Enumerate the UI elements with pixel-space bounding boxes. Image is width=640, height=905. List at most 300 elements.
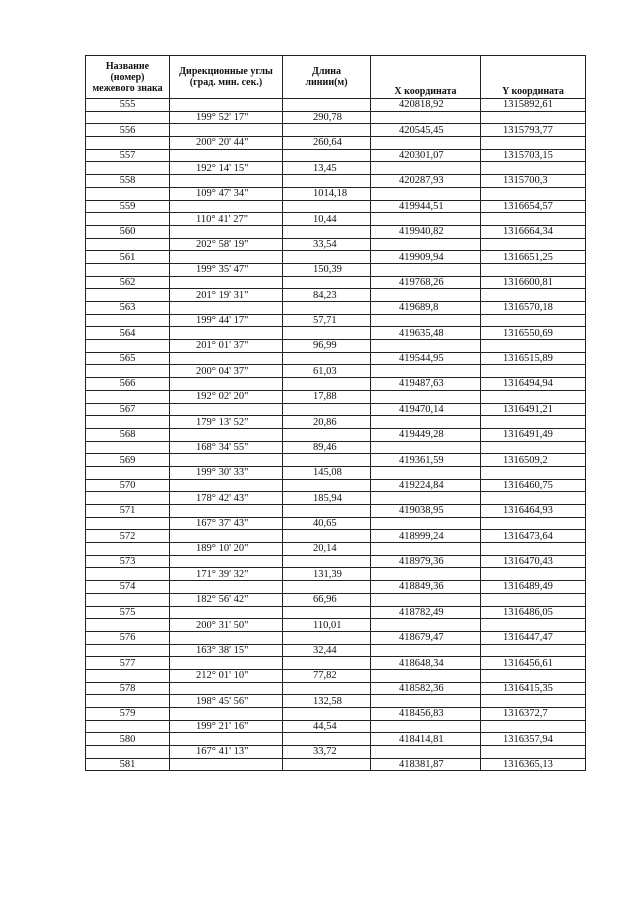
line-length: 89,46 [283, 441, 371, 454]
empty-cell [86, 314, 170, 327]
empty-cell [283, 479, 371, 492]
empty-cell [371, 314, 481, 327]
empty-cell [283, 200, 371, 213]
x-coordinate: 420287,93 [371, 175, 481, 188]
point-row [86, 225, 586, 238]
empty-cell [170, 149, 283, 162]
empty-cell [371, 340, 481, 353]
direction-angle: 178° 42' 43" [170, 492, 283, 505]
line-length: 145,08 [283, 466, 371, 479]
empty-cell [170, 631, 283, 644]
empty-cell [86, 568, 170, 581]
empty-cell [170, 505, 283, 518]
segment-row [86, 492, 586, 505]
empty-cell [371, 746, 481, 759]
empty-cell [86, 644, 170, 657]
y-coordinate: 1316494,94 [481, 378, 586, 391]
y-coordinate: 1315703,15 [481, 149, 586, 162]
y-coordinate: 1316372,7 [481, 708, 586, 721]
x-coordinate: 419449,28 [371, 428, 481, 441]
segment-row [86, 390, 586, 403]
y-coordinate: 1316473,64 [481, 530, 586, 543]
empty-cell [481, 187, 586, 200]
line-length: 290,78 [283, 111, 371, 124]
x-coordinate: 419635,48 [371, 327, 481, 340]
y-coordinate: 1315700,3 [481, 175, 586, 188]
empty-cell [86, 492, 170, 505]
x-coordinate: 420301,07 [371, 149, 481, 162]
x-coordinate: 418849,36 [371, 581, 481, 594]
y-coordinate: 1316486,05 [481, 606, 586, 619]
direction-angle: 179° 13' 52" [170, 416, 283, 429]
empty-cell [170, 657, 283, 670]
empty-cell [170, 302, 283, 315]
point-mark-name: 577 [86, 657, 170, 670]
empty-cell [86, 695, 170, 708]
empty-cell [283, 505, 371, 518]
direction-angle: 198° 45' 56" [170, 695, 283, 708]
empty-cell [481, 390, 586, 403]
empty-cell [86, 111, 170, 124]
empty-cell [481, 340, 586, 353]
table-body [86, 99, 586, 771]
line-length: 260,64 [283, 137, 371, 150]
empty-cell [170, 352, 283, 365]
empty-cell [481, 517, 586, 530]
empty-cell [371, 695, 481, 708]
line-length: 57,71 [283, 314, 371, 327]
empty-cell [170, 606, 283, 619]
line-length: 77,82 [283, 669, 371, 682]
y-coordinate: 1316456,61 [481, 657, 586, 670]
empty-cell [170, 327, 283, 340]
segment-row [86, 517, 586, 530]
point-mark-name: 562 [86, 276, 170, 289]
point-mark-name: 557 [86, 149, 170, 162]
direction-angle: 182° 56' 42" [170, 593, 283, 606]
empty-cell [283, 378, 371, 391]
header-x-coordinate: X координата [371, 56, 481, 99]
x-coordinate: 419909,94 [371, 251, 481, 264]
empty-cell [371, 162, 481, 175]
x-coordinate: 420818,92 [371, 99, 481, 112]
empty-cell [371, 466, 481, 479]
point-mark-name: 555 [86, 99, 170, 112]
y-coordinate: 1316491,49 [481, 428, 586, 441]
segment-row [86, 466, 586, 479]
direction-angle: 200° 04' 37" [170, 365, 283, 378]
empty-cell [481, 162, 586, 175]
empty-cell [86, 466, 170, 479]
point-mark-name: 560 [86, 225, 170, 238]
empty-cell [86, 137, 170, 150]
point-mark-name: 558 [86, 175, 170, 188]
point-mark-name: 567 [86, 403, 170, 416]
x-coordinate: 419361,59 [371, 454, 481, 467]
segment-row [86, 568, 586, 581]
line-length: 44,54 [283, 720, 371, 733]
point-row [86, 479, 586, 492]
point-mark-name: 579 [86, 708, 170, 721]
empty-cell [170, 200, 283, 213]
y-coordinate: 1316489,49 [481, 581, 586, 594]
empty-cell [170, 454, 283, 467]
line-length: 20,86 [283, 416, 371, 429]
line-length: 32,44 [283, 644, 371, 657]
segment-row [86, 365, 586, 378]
empty-cell [371, 111, 481, 124]
empty-cell [371, 568, 481, 581]
empty-cell [371, 492, 481, 505]
x-coordinate: 419544,95 [371, 352, 481, 365]
y-coordinate: 1316357,94 [481, 733, 586, 746]
direction-angle: 199° 35' 47" [170, 263, 283, 276]
empty-cell [170, 682, 283, 695]
y-coordinate: 1316664,34 [481, 225, 586, 238]
line-length: 20,14 [283, 543, 371, 556]
header-y-coordinate: Y координата [481, 56, 586, 99]
point-row [86, 505, 586, 518]
point-mark-name: 561 [86, 251, 170, 264]
line-length: 61,03 [283, 365, 371, 378]
x-coordinate: 418414,81 [371, 733, 481, 746]
point-row [86, 378, 586, 391]
empty-cell [86, 213, 170, 226]
point-row [86, 530, 586, 543]
line-length: 131,39 [283, 568, 371, 581]
direction-angle: 199° 21' 16" [170, 720, 283, 733]
segment-row [86, 314, 586, 327]
empty-cell [481, 720, 586, 733]
point-mark-name: 581 [86, 758, 170, 771]
empty-cell [170, 530, 283, 543]
empty-cell [371, 543, 481, 556]
line-length: 185,94 [283, 492, 371, 505]
empty-cell [86, 517, 170, 530]
empty-cell [283, 606, 371, 619]
point-mark-name: 571 [86, 505, 170, 518]
empty-cell [283, 124, 371, 137]
empty-cell [371, 289, 481, 302]
empty-cell [481, 695, 586, 708]
point-row [86, 175, 586, 188]
empty-cell [170, 251, 283, 264]
point-row [86, 124, 586, 137]
empty-cell [283, 99, 371, 112]
point-row [86, 657, 586, 670]
header-line-length: Длина линии(м) [283, 56, 371, 99]
point-row [86, 428, 586, 441]
empty-cell [283, 327, 371, 340]
empty-cell [170, 479, 283, 492]
header-direction-angles: Дирекционные углы (град. мин. сек.) [170, 56, 283, 99]
empty-cell [86, 365, 170, 378]
empty-cell [283, 682, 371, 695]
y-coordinate: 1316570,18 [481, 302, 586, 315]
empty-cell [481, 111, 586, 124]
segment-row [86, 340, 586, 353]
segment-row [86, 111, 586, 124]
y-coordinate: 1316600,81 [481, 276, 586, 289]
y-coordinate: 1316550,69 [481, 327, 586, 340]
empty-cell [283, 302, 371, 315]
segment-row [86, 619, 586, 632]
empty-cell [283, 631, 371, 644]
empty-cell [86, 340, 170, 353]
segment-row [86, 162, 586, 175]
point-row [86, 251, 586, 264]
empty-cell [371, 593, 481, 606]
empty-cell [371, 263, 481, 276]
empty-cell [371, 238, 481, 251]
empty-cell [481, 289, 586, 302]
point-mark-name: 578 [86, 682, 170, 695]
point-mark-name: 576 [86, 631, 170, 644]
empty-cell [371, 644, 481, 657]
empty-cell [481, 238, 586, 251]
direction-angle: 200° 20' 44" [170, 137, 283, 150]
empty-cell [170, 403, 283, 416]
point-mark-name: 574 [86, 581, 170, 594]
point-mark-name: 572 [86, 530, 170, 543]
direction-angle: 110° 41' 27" [170, 213, 283, 226]
segment-row [86, 720, 586, 733]
x-coordinate: 419224,84 [371, 479, 481, 492]
segment-row [86, 213, 586, 226]
point-mark-name: 575 [86, 606, 170, 619]
empty-cell [481, 619, 586, 632]
empty-cell [283, 352, 371, 365]
empty-cell [481, 669, 586, 682]
empty-cell [86, 263, 170, 276]
empty-cell [481, 746, 586, 759]
line-length: 33,72 [283, 746, 371, 759]
point-mark-name: 573 [86, 555, 170, 568]
x-coordinate: 418648,34 [371, 657, 481, 670]
point-row [86, 403, 586, 416]
line-length: 84,23 [283, 289, 371, 302]
direction-angle: 201° 19' 31" [170, 289, 283, 302]
line-length: 132,58 [283, 695, 371, 708]
direction-angle: 192° 02' 20" [170, 390, 283, 403]
segment-row [86, 187, 586, 200]
empty-cell [481, 568, 586, 581]
point-row [86, 758, 586, 771]
line-length: 10,44 [283, 213, 371, 226]
empty-cell [481, 263, 586, 276]
x-coordinate: 419768,26 [371, 276, 481, 289]
direction-angle: 189° 10' 20" [170, 543, 283, 556]
segment-row [86, 263, 586, 276]
y-coordinate: 1316509,2 [481, 454, 586, 467]
y-coordinate: 1316447,47 [481, 631, 586, 644]
empty-cell [481, 492, 586, 505]
point-mark-name: 568 [86, 428, 170, 441]
empty-cell [283, 733, 371, 746]
y-coordinate: 1316654,57 [481, 200, 586, 213]
empty-cell [371, 365, 481, 378]
point-mark-name: 563 [86, 302, 170, 315]
empty-cell [86, 720, 170, 733]
segment-row [86, 746, 586, 759]
empty-cell [86, 441, 170, 454]
x-coordinate: 418456,83 [371, 708, 481, 721]
empty-cell [170, 175, 283, 188]
empty-cell [283, 428, 371, 441]
empty-cell [481, 593, 586, 606]
line-length: 13,45 [283, 162, 371, 175]
empty-cell [481, 365, 586, 378]
y-coordinate: 1315892,61 [481, 99, 586, 112]
empty-cell [283, 403, 371, 416]
point-mark-name: 580 [86, 733, 170, 746]
empty-cell [283, 251, 371, 264]
empty-cell [371, 137, 481, 150]
y-coordinate: 1316365,13 [481, 758, 586, 771]
point-row [86, 149, 586, 162]
empty-cell [283, 149, 371, 162]
direction-angle: 199° 52' 17" [170, 111, 283, 124]
empty-cell [371, 619, 481, 632]
empty-cell [481, 213, 586, 226]
segment-row [86, 669, 586, 682]
line-length: 17,88 [283, 390, 371, 403]
line-length: 96,99 [283, 340, 371, 353]
point-row [86, 302, 586, 315]
line-length: 150,39 [283, 263, 371, 276]
point-row [86, 200, 586, 213]
direction-angle: 163° 38' 15" [170, 644, 283, 657]
empty-cell [86, 669, 170, 682]
empty-cell [283, 708, 371, 721]
point-mark-name: 565 [86, 352, 170, 365]
y-coordinate: 1316470,43 [481, 555, 586, 568]
empty-cell [371, 669, 481, 682]
empty-cell [86, 543, 170, 556]
segment-row [86, 695, 586, 708]
line-length: 40,65 [283, 517, 371, 530]
x-coordinate: 419940,82 [371, 225, 481, 238]
line-length: 1014,18 [283, 187, 371, 200]
empty-cell [86, 593, 170, 606]
segment-row [86, 543, 586, 556]
point-mark-name: 559 [86, 200, 170, 213]
empty-cell [371, 187, 481, 200]
empty-cell [283, 276, 371, 289]
empty-cell [481, 644, 586, 657]
direction-angle: 167° 37' 43" [170, 517, 283, 530]
boundary-coordinates-table [85, 55, 586, 771]
point-row [86, 327, 586, 340]
empty-cell [481, 137, 586, 150]
point-row [86, 682, 586, 695]
table-header-row [86, 56, 586, 99]
point-row [86, 606, 586, 619]
empty-cell [86, 416, 170, 429]
empty-cell [283, 530, 371, 543]
empty-cell [86, 187, 170, 200]
empty-cell [170, 428, 283, 441]
x-coordinate: 420545,45 [371, 124, 481, 137]
x-coordinate: 419689,8 [371, 302, 481, 315]
direction-angle: 192° 14' 15" [170, 162, 283, 175]
x-coordinate: 418999,24 [371, 530, 481, 543]
empty-cell [170, 733, 283, 746]
empty-cell [481, 416, 586, 429]
point-row [86, 352, 586, 365]
point-row [86, 733, 586, 746]
point-row [86, 581, 586, 594]
point-row [86, 708, 586, 721]
empty-cell [481, 543, 586, 556]
empty-cell [371, 517, 481, 530]
x-coordinate: 418979,36 [371, 555, 481, 568]
point-row [86, 454, 586, 467]
empty-cell [86, 390, 170, 403]
empty-cell [170, 555, 283, 568]
empty-cell [283, 175, 371, 188]
direction-angle: 201° 01' 37" [170, 340, 283, 353]
y-coordinate: 1315793,77 [481, 124, 586, 137]
empty-cell [283, 758, 371, 771]
y-coordinate: 1316460,75 [481, 479, 586, 492]
y-coordinate: 1316415,35 [481, 682, 586, 695]
direction-angle: 199° 30' 33" [170, 466, 283, 479]
line-length: 66,96 [283, 593, 371, 606]
direction-angle: 212° 01' 10" [170, 669, 283, 682]
empty-cell [283, 225, 371, 238]
empty-cell [371, 213, 481, 226]
x-coordinate: 419487,63 [371, 378, 481, 391]
empty-cell [170, 378, 283, 391]
empty-cell [86, 289, 170, 302]
y-coordinate: 1316515,89 [481, 352, 586, 365]
empty-cell [283, 555, 371, 568]
y-coordinate: 1316651,25 [481, 251, 586, 264]
empty-cell [481, 441, 586, 454]
direction-angle: 200° 31' 50" [170, 619, 283, 632]
x-coordinate: 419944,51 [371, 200, 481, 213]
x-coordinate: 418381,87 [371, 758, 481, 771]
point-mark-name: 564 [86, 327, 170, 340]
direction-angle: 168° 34' 55" [170, 441, 283, 454]
segment-row [86, 593, 586, 606]
y-coordinate: 1316464,93 [481, 505, 586, 518]
segment-row [86, 644, 586, 657]
x-coordinate: 419038,95 [371, 505, 481, 518]
segment-row [86, 416, 586, 429]
empty-cell [371, 441, 481, 454]
line-length: 33,54 [283, 238, 371, 251]
segment-row [86, 289, 586, 302]
empty-cell [371, 390, 481, 403]
direction-angle: 171° 39' 32" [170, 568, 283, 581]
direction-angle: 202° 58' 19" [170, 238, 283, 251]
x-coordinate: 418782,49 [371, 606, 481, 619]
empty-cell [170, 581, 283, 594]
x-coordinate: 418582,36 [371, 682, 481, 695]
x-coordinate: 418679,47 [371, 631, 481, 644]
empty-cell [170, 708, 283, 721]
empty-cell [481, 466, 586, 479]
empty-cell [371, 416, 481, 429]
line-length: 110,01 [283, 619, 371, 632]
point-mark-name: 556 [86, 124, 170, 137]
empty-cell [283, 581, 371, 594]
point-row [86, 631, 586, 644]
point-row [86, 276, 586, 289]
y-coordinate: 1316491,21 [481, 403, 586, 416]
